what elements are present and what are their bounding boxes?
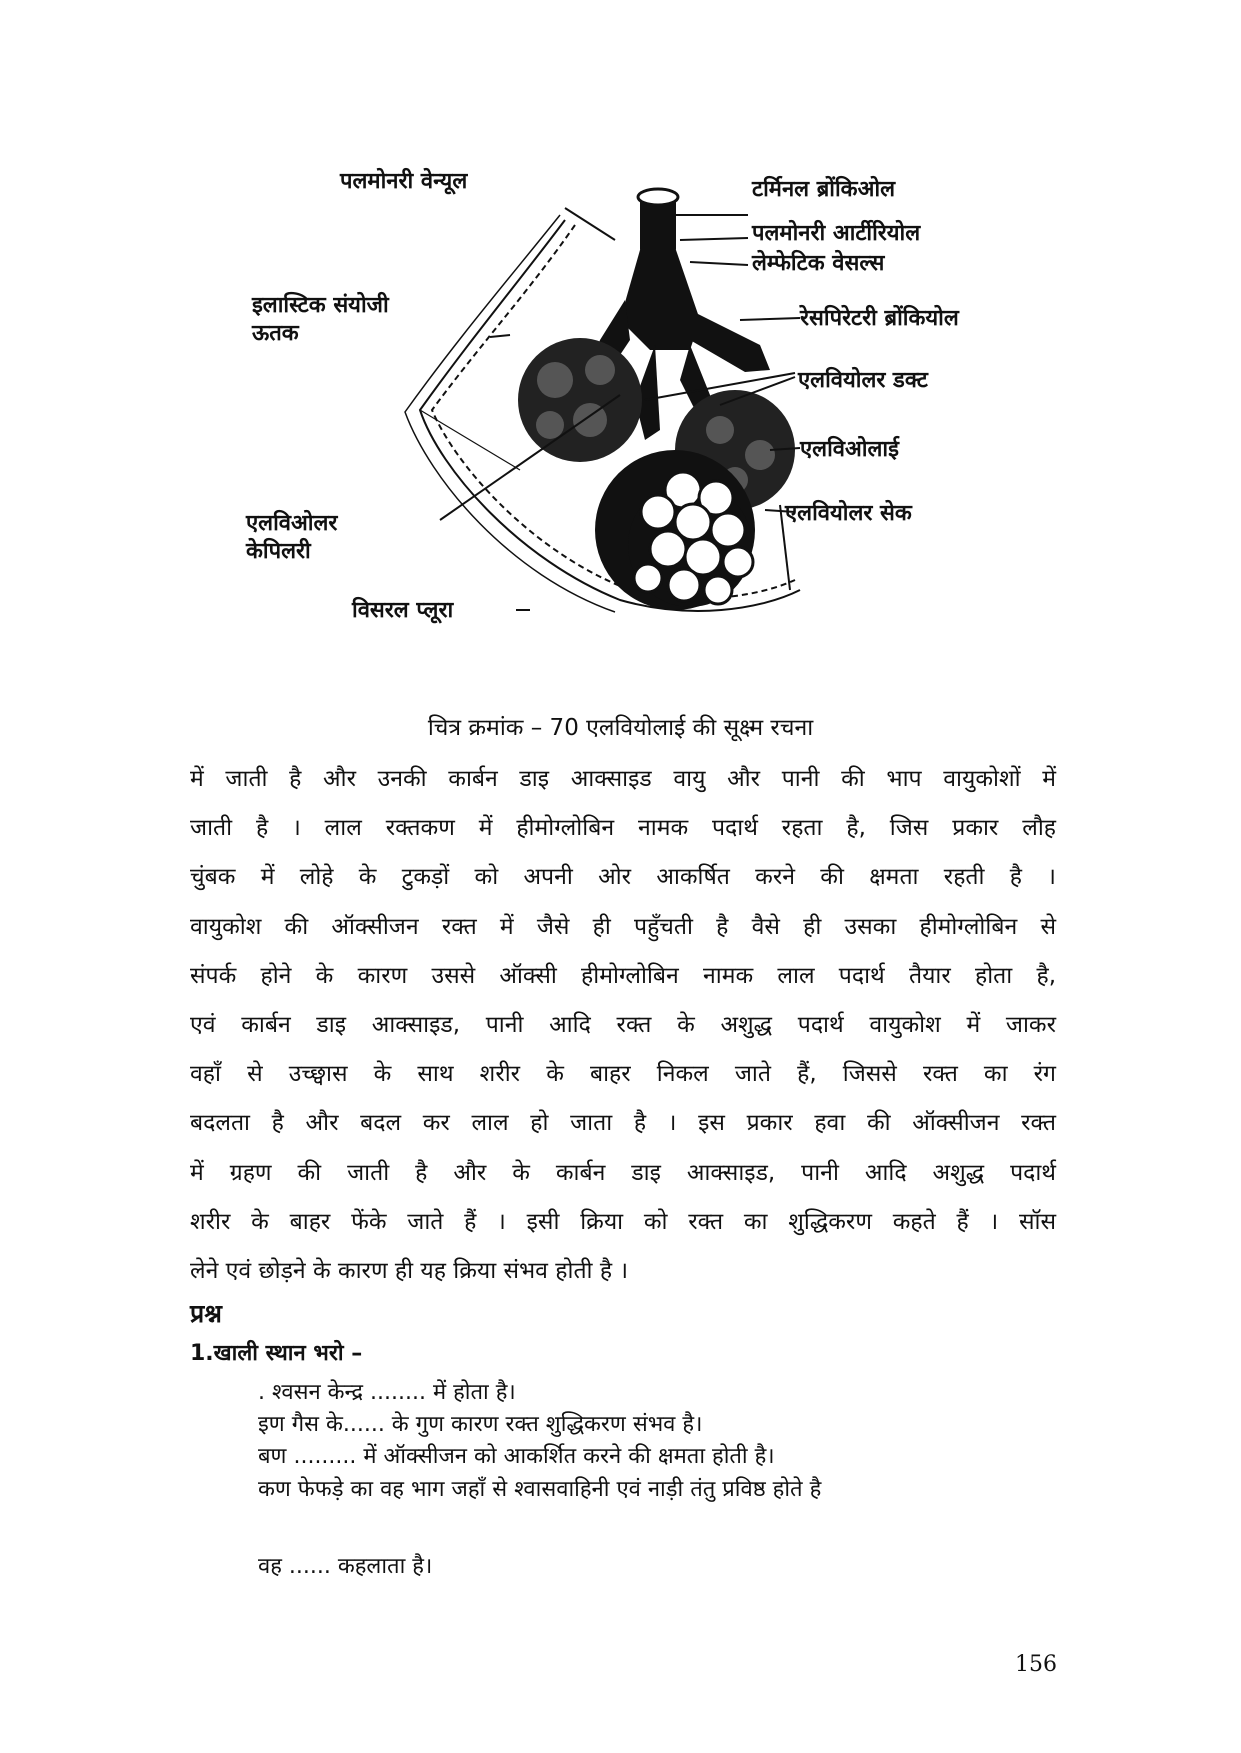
label-pulmonary-venule: पलमोनरी वेन्यूल [340, 169, 468, 194]
alveolar-cluster-left [518, 338, 642, 462]
page-number: 156 [1015, 1652, 1057, 1677]
fill-blanks-heading: 1.खाली स्थान भरो – [190, 1341, 363, 1366]
paragraph-line: एवं कार्बन डाइ आक्साइड, पानी आदि रक्त के अशुद्ध पदार्थ वायुकोश में जाकर [190, 1011, 1056, 1038]
label-visceral-pleura: विसरल प्लूरा [352, 598, 454, 623]
paragraph-line: संपर्क होने के कारण उससे ऑक्सी हीमोग्लोबिन नामक लाल पदार्थ तैयार होता है, [190, 962, 1056, 989]
paragraph-line: में जाती है और उनकी कार्बन डाइ आक्साइड वायु और पानी की भाप वायुकोशों में [190, 766, 1056, 792]
label-alveolar-sac: एलवियोलर सेक [785, 501, 912, 526]
paragraph-line: वायुकोश की ऑक्सीजन रक्त में जैसे ही पहुँचती है वैसे ही उसका हीमोग्लोबिन से [190, 913, 1056, 940]
question-item: वह ...... कहलाता है। [258, 1554, 433, 1579]
paragraph-line: लेने एवं छोड़ने के कारण ही यह क्रिया संभव होती है । [190, 1257, 629, 1284]
body-paragraph [190, 755, 1056, 1296]
label-alveoli: एलविओलाई [800, 437, 899, 462]
alveoli-diagram [0, 0, 1241, 700]
label-pulmonary-arteriole: पलमोनरी आर्टीरियोल [752, 221, 921, 246]
paragraph-line: चुंबक में लोहे के टुकड़ों को अपनी ओर आकर्षित करने की क्षमता रहती है । [190, 864, 1056, 891]
question-item: बण ......... में ऑक्सीजन को आकर्शित करने की क्षमता होती है। [258, 1444, 775, 1469]
label-lymphatic-vessels: लेम्फेटिक वेसल्स [752, 251, 885, 276]
label-alveolar-capillary: एलविओलर [246, 511, 338, 536]
alveolar-sac [595, 450, 755, 610]
label-respiratory-bronchiole: रेसपिरेटरी ब्रोंकियोल [800, 306, 959, 331]
paragraph-line: बदलता है और बदल कर लाल हो जाता है । इस प्रकार हवा की ऑक्सीजन रक्त [190, 1110, 1056, 1137]
label-elastic-tissue-2: ऊतक [252, 321, 299, 346]
question-item: इण गैस के...... के गुण कारण रक्त शुद्धिकरण संभव है। [258, 1412, 703, 1437]
question-item: कण फेफड़े का वह भाग जहाँ से श्वासवाहिनी एवं नाड़ी तंतु प्रविष्ठ होते है [258, 1477, 822, 1502]
paragraph-line: शरीर के बाहर फेंके जाते हैं । इसी क्रिया को रक्त का शुद्धिकरण कहते हैं । सॉस [190, 1208, 1056, 1235]
paragraph-line: वहाँ से उच्छ्वास के साथ शरीर के बाहर निकल जाते हैं, जिससे रक्त का रंग [190, 1061, 1056, 1088]
label-terminal-bronchiole: टर्मिनल ब्रोंकिओल [752, 177, 896, 202]
label-alveolar-capillary-2: केपिलरी [246, 539, 311, 564]
paragraph-line: में ग्रहण की जाती है और के कार्बन डाइ आक्साइड, पानी आदि अशुद्ध पदार्थ [190, 1159, 1056, 1186]
question-item: . श्वसन केन्द्र ........ में होता है। [258, 1380, 516, 1405]
paragraph-line: जाती है । लाल रक्तकण में हीमोग्लोबिन नामक पदार्थ रहता है, जिस प्रकार लौह [190, 815, 1056, 842]
label-alveolar-duct: एलवियोलर डक्ट [798, 368, 928, 393]
figure-caption: चित्र क्रमांक – 70 एलवियोलाई की सूक्ष्म रचना [427, 715, 814, 741]
questions-heading: प्रश्न [190, 1299, 222, 1328]
label-elastic-tissue: इलास्टिक संयोजी [252, 293, 389, 318]
